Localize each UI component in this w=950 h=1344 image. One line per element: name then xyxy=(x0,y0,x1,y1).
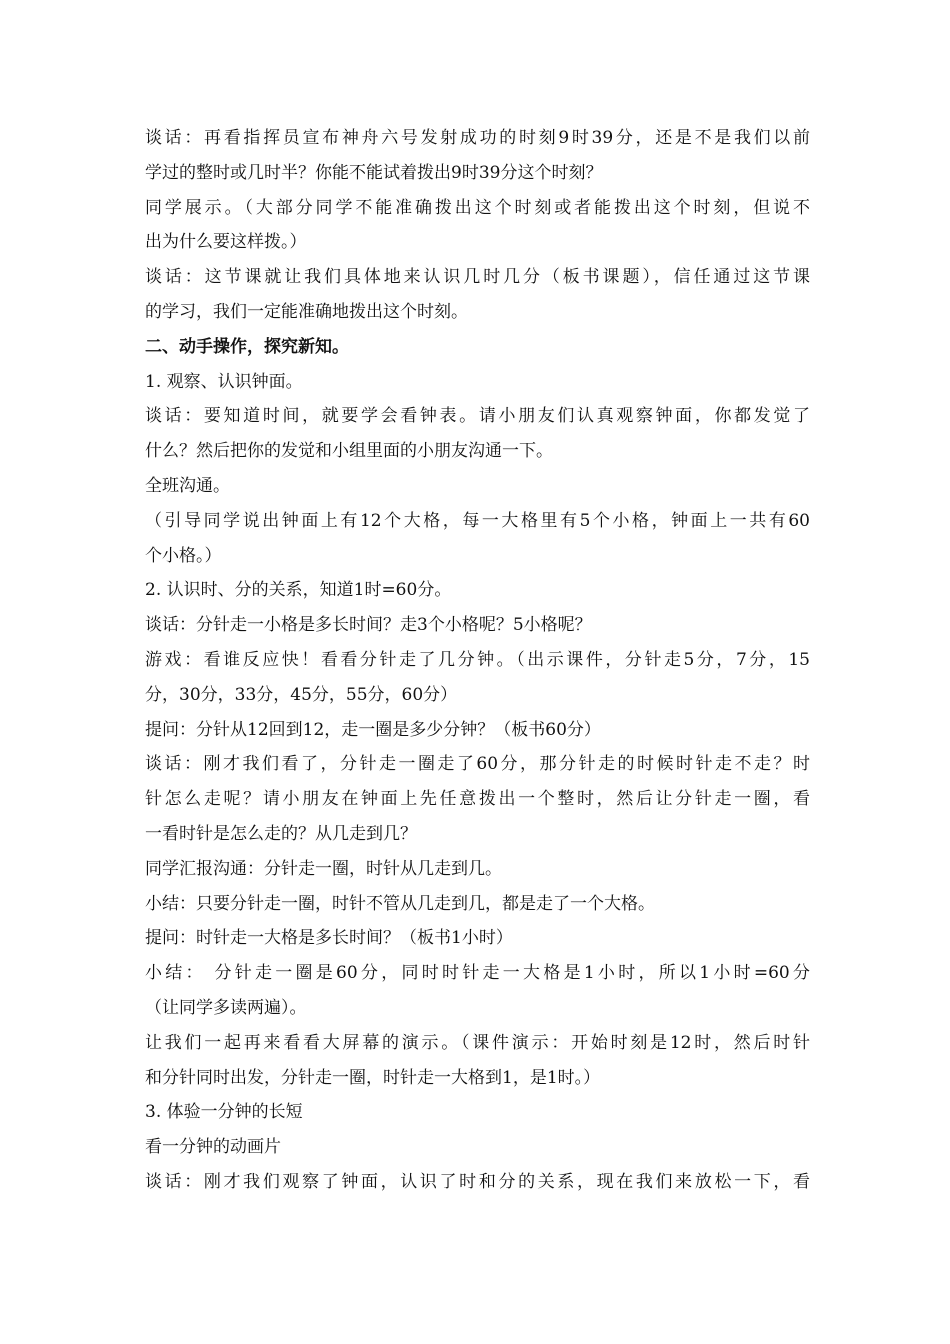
text-line: 提问：分针从12回到12，走一圈是多少分钟？（板书60分） xyxy=(145,719,601,740)
section-heading: 二、动手操作，探究新知。 xyxy=(145,336,349,357)
text-line: 谈话：分针走一小格是多长时间？走3个小格呢？5小格呢？ xyxy=(145,615,592,636)
text-line: 提问：时针走一大格是多长时间？（板书1小时） xyxy=(145,928,513,949)
text-line: 让我们一起再来看看大屏幕的演示。（课件演示：开始时刻是12时，然后时针 xyxy=(145,1032,810,1053)
text-line: 谈话：这节课就让我们具体地来认识几时几分（板书课题），信任通过这节课 xyxy=(145,267,810,288)
text-line: 个小格。） xyxy=(145,545,222,566)
text-line: 谈话：刚才我们看了，分针走一圈走了60分，那分针走的时候时针走不走？时 xyxy=(145,754,810,775)
text-line: 出为什么要这样拨。） xyxy=(145,232,307,253)
text-line: 全班沟通。 xyxy=(145,475,230,496)
text-line: 小结：只要分针走一圈，时针不管从几走到几，都是走了一个大格。 xyxy=(145,893,655,914)
text-line: 1. 观察、认识钟面。 xyxy=(145,371,303,392)
text-line: 学过的整时或几时半？你能不能试着拨出9时39分这个时刻？ xyxy=(145,162,603,183)
text-line: 2. 认识时、分的关系，知道1时=60分。 xyxy=(145,580,452,601)
text-line: 游戏：看谁反应快！看看分针走了几分钟。（出示课件，分针走5分，7分，15 xyxy=(145,649,810,670)
text-line: 谈话：再看指挥员宣布神舟六号发射成功的时刻9时39分，还是不是我们以前 xyxy=(145,128,810,148)
text-line: 同学展示。（大部分同学不能准确拨出这个时刻或者能拨出这个时刻，但说不 xyxy=(145,197,810,218)
text-line: 分，30分，33分，45分，55分，60分） xyxy=(145,684,458,705)
text-line: 一看时针是怎么走的？从几走到几？ xyxy=(145,823,417,844)
text-line: 小结： 分针走一圈是60分，同时时针走一大格是1小时，所以1小时=60分 xyxy=(145,963,810,984)
text-line: 看一分钟的动画片 xyxy=(145,1137,281,1158)
text-line: 和分针同时出发，分针走一圈，时针走一大格到1，是1时。） xyxy=(145,1067,601,1088)
text-line: 什么？然后把你的发觉和小组里面的小朋友沟通一下。 xyxy=(145,441,553,462)
text-line: （引导同学说出钟面上有12个大格，每一大格里有5个小格，钟面上一共有60 xyxy=(145,510,810,531)
text-line: 同学汇报沟通：分针走一圈，时针从几走到几。 xyxy=(145,858,502,879)
text-line: 针怎么走呢？请小朋友在钟面上先任意拨出一个整时，然后让分针走一圈，看 xyxy=(145,789,810,810)
document-page xyxy=(145,121,810,1200)
text-line: 3. 体验一分钟的长短 xyxy=(145,1102,303,1123)
text-line: 的学习，我们一定能准确地拨出这个时刻。 xyxy=(145,301,468,322)
text-line: 谈话：要知道时间，就要学会看钟表。请小朋友们认真观察钟面，你都发觉了 xyxy=(145,406,810,427)
text-line: 谈话：刚才我们观察了钟面，认识了时和分的关系，现在我们来放松一下，看 xyxy=(145,1171,810,1192)
text-line: （让同学多读两遍）。 xyxy=(145,997,307,1018)
